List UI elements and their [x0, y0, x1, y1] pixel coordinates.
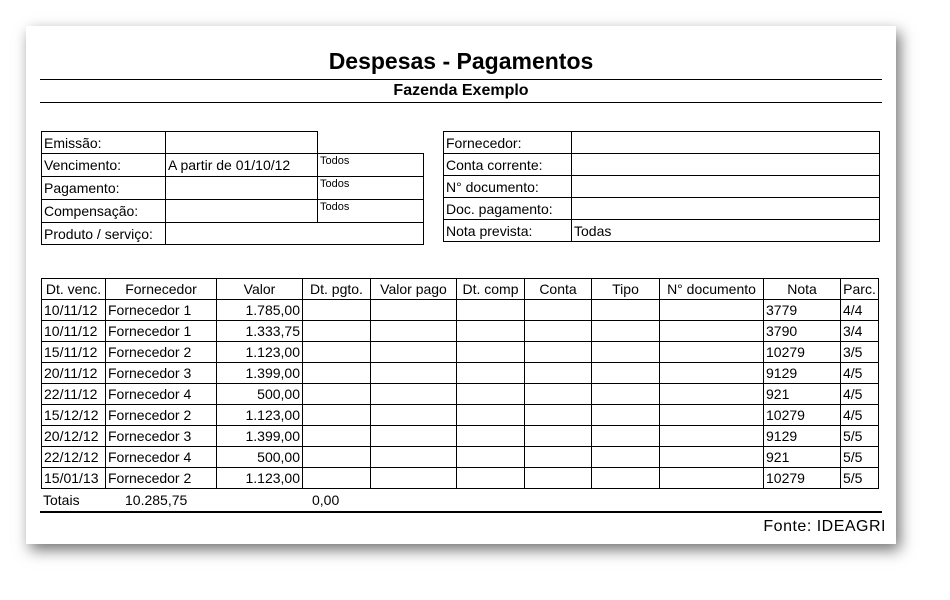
filter-label: N° documento:	[444, 176, 572, 198]
table-cell	[457, 300, 525, 321]
table-cell: 3779	[764, 300, 841, 321]
column-header: Valor pago	[371, 279, 457, 300]
table-cell: 4/5	[841, 384, 879, 405]
table-cell	[525, 405, 592, 426]
table-cell	[592, 321, 660, 342]
source-note: Fonte: IDEAGRI	[763, 518, 886, 535]
table-cell	[525, 342, 592, 363]
table-cell: Fornecedor 2	[106, 342, 217, 363]
table-cell	[303, 405, 371, 426]
table-cell: 1.333,75	[217, 321, 303, 342]
table-cell	[525, 447, 592, 468]
table-cell: 1.399,00	[217, 363, 303, 384]
table-cell	[457, 384, 525, 405]
table-header-row	[42, 279, 879, 300]
filter-row-documento	[444, 176, 880, 198]
filter-option: Todos	[318, 200, 424, 223]
table-cell	[525, 363, 592, 384]
table-cell: 921	[764, 447, 841, 468]
table-cell	[457, 363, 525, 384]
table-cell: Fornecedor 1	[106, 300, 217, 321]
table-cell: 5/5	[841, 468, 879, 489]
table-cell	[660, 426, 764, 447]
table-cell: 4/5	[841, 363, 879, 384]
column-header: Valor	[217, 279, 303, 300]
table-cell: 10279	[764, 468, 841, 489]
table-cell	[371, 321, 457, 342]
table-row	[42, 342, 879, 363]
table-cell: 10279	[764, 342, 841, 363]
table-cell: 22/11/12	[42, 384, 106, 405]
column-header: Fornecedor	[106, 279, 217, 300]
table-cell	[592, 426, 660, 447]
table-cell	[303, 300, 371, 321]
filter-label: Doc. pagamento:	[444, 198, 572, 220]
filter-option: Todos	[318, 154, 424, 177]
table-row	[42, 363, 879, 384]
table-cell	[371, 342, 457, 363]
table-row	[42, 300, 879, 321]
column-header: Nota	[764, 279, 841, 300]
table-cell: 3790	[764, 321, 841, 342]
filter-row-nota-prevista	[444, 220, 880, 242]
column-header: Dt. venc.	[42, 279, 106, 300]
filter-option: Todos	[318, 177, 424, 200]
filter-value	[572, 198, 880, 220]
column-header: Dt. pgto.	[303, 279, 371, 300]
totals-divider	[40, 511, 882, 513]
table-cell	[660, 468, 764, 489]
filter-value	[572, 132, 880, 154]
column-header: Dt. comp	[457, 279, 525, 300]
table-cell: 4/5	[841, 405, 879, 426]
table-cell	[660, 321, 764, 342]
filter-label: Fornecedor:	[444, 132, 572, 154]
filter-label: Compensação:	[42, 200, 166, 223]
table-cell	[660, 384, 764, 405]
filter-label: Pagamento:	[42, 177, 166, 200]
table-cell	[303, 447, 371, 468]
table-cell	[660, 342, 764, 363]
totals-valor: 10.285,75	[125, 492, 188, 508]
table-cell	[457, 342, 525, 363]
table-cell: Fornecedor 3	[106, 363, 217, 384]
table-cell	[457, 447, 525, 468]
table-cell: 20/12/12	[42, 426, 106, 447]
filter-value	[572, 176, 880, 198]
filter-value	[572, 154, 880, 176]
table-cell	[371, 300, 457, 321]
table-cell: 921	[764, 384, 841, 405]
table-cell	[303, 363, 371, 384]
table-cell: 1.785,00	[217, 300, 303, 321]
table-cell: 22/12/12	[42, 447, 106, 468]
table-cell: 20/11/12	[42, 363, 106, 384]
table-cell: 15/01/13	[42, 468, 106, 489]
table-cell	[371, 468, 457, 489]
table-cell	[457, 468, 525, 489]
filter-label: Emissão:	[42, 132, 166, 154]
table-cell: 15/12/12	[42, 405, 106, 426]
filter-label: Vencimento:	[42, 154, 166, 177]
totals-valor-pago: 0,00	[312, 492, 340, 508]
column-header: Tipo	[592, 279, 660, 300]
table-cell: Fornecedor 2	[106, 405, 217, 426]
table-cell	[592, 342, 660, 363]
filter-row-emissao	[42, 132, 424, 154]
table-cell	[660, 447, 764, 468]
table-cell: 1.123,00	[217, 405, 303, 426]
table-cell	[592, 363, 660, 384]
table-cell	[525, 300, 592, 321]
table-cell	[525, 426, 592, 447]
title-divider	[40, 79, 882, 80]
filter-label: Nota prevista:	[444, 220, 572, 242]
table-cell: 10/11/12	[42, 321, 106, 342]
column-header: Parc.	[841, 279, 879, 300]
report-subtitle: Fazenda Exemplo	[393, 82, 529, 99]
table-cell	[660, 405, 764, 426]
filter-row-produto	[42, 223, 424, 245]
filter-value: A partir de 01/10/12	[166, 154, 318, 177]
table-cell	[592, 447, 660, 468]
filters-left	[41, 131, 424, 245]
table-cell: 1.399,00	[217, 426, 303, 447]
table-cell: 3/4	[841, 321, 879, 342]
totals-label: Totais	[43, 492, 80, 508]
column-header: Conta	[525, 279, 592, 300]
table-row	[42, 384, 879, 405]
table-cell: 10279	[764, 405, 841, 426]
table-cell: 1.123,00	[217, 342, 303, 363]
table-cell	[592, 384, 660, 405]
table-cell	[303, 321, 371, 342]
filter-value	[166, 132, 318, 154]
table-row	[42, 426, 879, 447]
table-cell	[371, 384, 457, 405]
report-title: Despesas - Pagamentos	[328, 48, 594, 74]
table-cell	[660, 363, 764, 384]
table-cell	[371, 426, 457, 447]
table-cell: Fornecedor 4	[106, 384, 217, 405]
filter-value: Todas	[572, 220, 880, 242]
table-cell	[303, 426, 371, 447]
table-cell: 500,00	[217, 384, 303, 405]
table-cell: 9129	[764, 426, 841, 447]
table-cell: Fornecedor 4	[106, 447, 217, 468]
table-cell: 4/4	[841, 300, 879, 321]
table-cell: 3/5	[841, 342, 879, 363]
table-row	[42, 321, 879, 342]
table-cell	[525, 384, 592, 405]
table-cell	[457, 405, 525, 426]
table-cell	[592, 468, 660, 489]
table-cell: 500,00	[217, 447, 303, 468]
report-sheet	[26, 26, 896, 544]
filter-value	[166, 223, 424, 245]
table-cell: Fornecedor 2	[106, 468, 217, 489]
filter-row-pagamento	[42, 177, 424, 200]
filter-row-compensacao	[42, 200, 424, 223]
table-body	[42, 300, 879, 489]
filter-row-conta	[444, 154, 880, 176]
table-cell	[457, 426, 525, 447]
table-cell	[371, 405, 457, 426]
payments-table	[41, 278, 879, 489]
table-cell: 15/11/12	[42, 342, 106, 363]
table-cell	[457, 321, 525, 342]
table-cell: 5/5	[841, 426, 879, 447]
table-cell: 5/5	[841, 447, 879, 468]
filters-right	[443, 131, 880, 242]
subtitle-divider	[40, 102, 882, 103]
filter-value	[166, 177, 318, 200]
table-row	[42, 468, 879, 489]
table-cell	[371, 363, 457, 384]
table-cell	[303, 384, 371, 405]
filter-row-fornecedor	[444, 132, 880, 154]
table-cell	[303, 468, 371, 489]
table-row	[42, 447, 879, 468]
filter-value	[166, 200, 318, 223]
filter-label: Conta corrente:	[444, 154, 572, 176]
filter-label: Produto / serviço:	[42, 223, 166, 245]
table-cell	[525, 321, 592, 342]
table-cell: Fornecedor 1	[106, 321, 217, 342]
filter-row-vencimento	[42, 154, 424, 177]
column-header: N° documento	[660, 279, 764, 300]
table-cell	[525, 468, 592, 489]
table-cell: 1.123,00	[217, 468, 303, 489]
table-row	[42, 405, 879, 426]
table-cell	[592, 405, 660, 426]
table-cell: Fornecedor 3	[106, 426, 217, 447]
table-cell	[371, 447, 457, 468]
table-cell: 9129	[764, 363, 841, 384]
table-cell	[592, 300, 660, 321]
table-cell	[303, 342, 371, 363]
table-cell: 10/11/12	[42, 300, 106, 321]
filter-option	[318, 132, 424, 154]
table-cell	[660, 300, 764, 321]
filter-row-doc-pagamento	[444, 198, 880, 220]
